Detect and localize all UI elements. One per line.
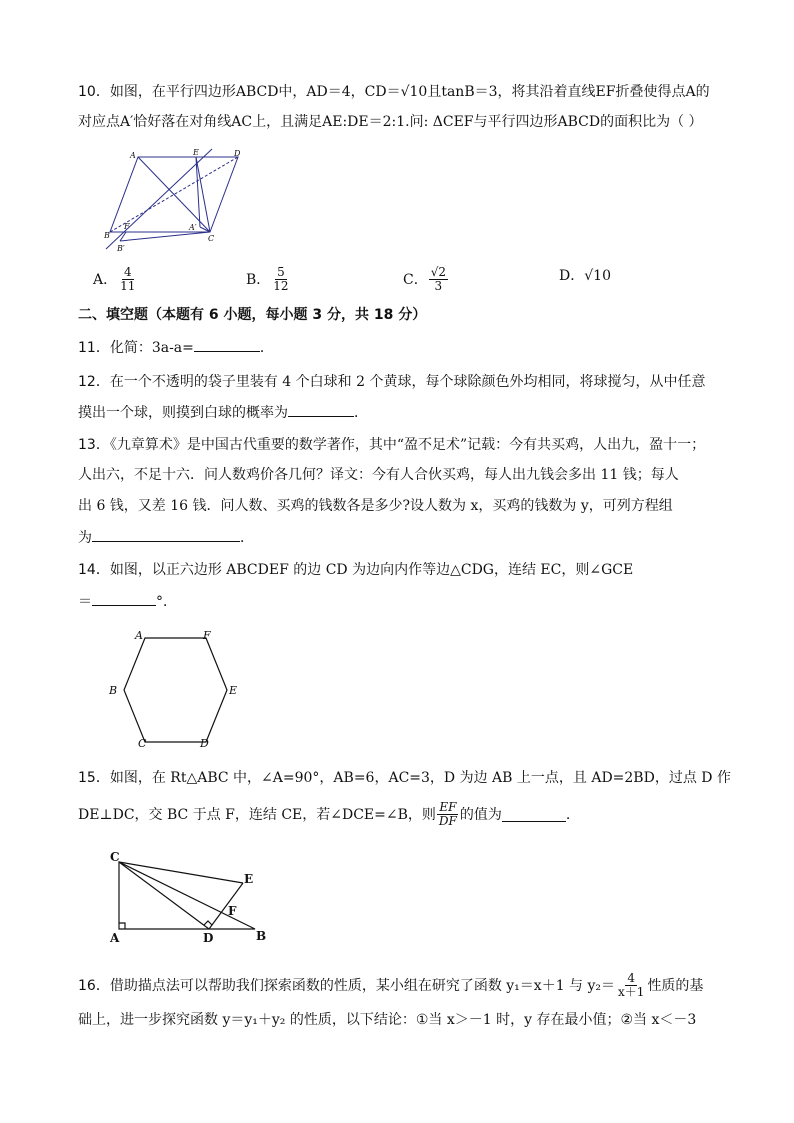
fig10-label-b-prime: B′	[117, 244, 125, 253]
fig10-label-e: E	[193, 148, 199, 157]
q15-fraction	[437, 801, 459, 828]
fig14-label-f: F	[203, 629, 211, 642]
q14-line-1	[78, 560, 633, 580]
q13-tail: ．	[240, 530, 254, 546]
segment-de	[209, 883, 243, 929]
q16-text-1a: 借助描点法可以帮助我们探索函数的性质，某小组在研究了函数 y₁＝x＋1 与 y₂＝	[109, 977, 616, 994]
q11-text: 化简：3a-a=	[109, 340, 194, 356]
fig10-label-d: D	[234, 149, 241, 158]
q13-text-1: 《九章算术》是中国古代重要的数学著作，其中“盈不足术”记载：今有共买鸡，人出九，盈十一；	[109, 437, 706, 453]
option-c-den: 3	[434, 279, 443, 293]
q10-option-a	[93, 266, 138, 293]
fig10-label-c: C	[208, 234, 215, 243]
segment-cd	[119, 862, 209, 929]
q15-number: 15．	[78, 770, 110, 786]
q12-text-1: 在一个不透明的袋子里装有 4 个白球和 2 个黄球，每个球除颜色外均相同，将球搅匀，从中任意	[109, 374, 706, 390]
q13-text-3: 出 6 钱，又差 16 钱．问人数、买鸡的钱数各是多少?设人数为 x，买鸡的钱数为 y，可列方程组	[78, 498, 673, 514]
q15-tail: .	[565, 806, 571, 823]
q15-text-2a: DE⊥DC，交 BC 于点 F，连结 CE，若∠DCE=∠B，则	[78, 806, 436, 823]
q13-line-1	[78, 435, 705, 455]
q11-tail: ．	[259, 340, 274, 356]
q11-answer-blank[interactable]	[194, 337, 260, 352]
option-d-letter: D．	[559, 268, 585, 284]
q12-tail: ．	[354, 405, 368, 421]
fig15-label-e: E	[244, 872, 254, 886]
q16-number: 16．	[78, 977, 110, 994]
q14-line-2	[78, 591, 177, 612]
q12-number: 12．	[78, 374, 110, 390]
q14-suffix: °．	[156, 594, 177, 610]
option-a-letter: A．	[93, 271, 118, 288]
q10-option-b	[246, 266, 292, 293]
hexagon-abcdef	[124, 638, 227, 742]
q11-number: 11．	[78, 340, 110, 356]
q14-prefix: ＝	[78, 594, 92, 610]
fig10-label-f: F	[124, 222, 130, 231]
q16-conclusion-1-marker: ①	[415, 1012, 429, 1028]
q16-line-2	[78, 1010, 696, 1030]
section-2-heading: 二、填空题（本题有 6 小题，每小题 3 分，共 18 分）	[78, 307, 427, 323]
q15-frac-num: EF	[439, 800, 457, 814]
fig14-label-d: D	[200, 737, 209, 750]
fig10-label-b: B	[104, 231, 110, 240]
q10-option-c	[403, 266, 449, 293]
right-angle-a	[119, 923, 125, 929]
q15-line-1	[78, 768, 731, 788]
option-a-den: 11	[120, 279, 136, 293]
q16-text-2a: 础上，进一步探究函数 y＝y₁＋y₂ 的性质，以下结论：	[78, 1012, 416, 1028]
fig15-label-b: B	[256, 929, 267, 943]
segment-ce	[119, 862, 243, 883]
option-c-fraction	[429, 266, 448, 293]
q15-answer-blank[interactable]	[502, 807, 566, 822]
fig14-label-c: C	[138, 737, 147, 750]
q13-line-2	[78, 465, 679, 485]
fig14-label-b: B	[109, 684, 118, 697]
q13-text-4: 为	[78, 530, 92, 546]
q10-line-2	[78, 112, 703, 132]
q14-text-1: 如图，以正六边形 ABCDEF 的边 CD 为边向内作等边△CDG，连结 EC，则∠GCE	[109, 562, 634, 578]
q16-text-2c: 当 x＜－3	[633, 1012, 697, 1028]
q12-text-2: 摸出一个球，则摸到白球的概率为	[78, 405, 288, 421]
q14-answer-blank[interactable]	[92, 591, 156, 606]
q13-line-4	[78, 527, 254, 548]
q10-text-2: 对应点A′恰好落在对角线AC上，且满足AE:DE＝2:1.问: ΔCEF与平行四边形ABCD的面积比为（ ）	[78, 114, 703, 130]
q13-line-3	[78, 496, 673, 516]
q10-option-d	[559, 266, 611, 286]
fig14-label-a: A	[135, 629, 143, 642]
option-b-num: 5	[277, 265, 285, 279]
fig15-label-f: F	[228, 904, 237, 918]
fig15-label-c: C	[110, 850, 120, 864]
option-a-fraction	[118, 266, 137, 293]
q10-line-1	[78, 82, 710, 102]
right-angle-d	[204, 921, 212, 925]
fig10-label-a-prime: A′	[189, 223, 197, 232]
triangle-abc	[119, 862, 255, 929]
option-a-num: 4	[123, 265, 132, 279]
q14-hexagon-figure	[100, 625, 250, 755]
option-b-den: 12	[273, 279, 289, 293]
fig14-label-e: E	[229, 684, 238, 697]
option-b-letter: B．	[246, 271, 271, 288]
option-b-fraction	[271, 266, 290, 293]
q13-text-2: 人出六，不足十六．问人数鸡价各几何？译文：今有人合伙买鸡，每人出九钱会多出 11 钱；每人	[78, 467, 679, 483]
segment-a-prime-c	[200, 227, 210, 232]
segment-b-prime-c	[120, 232, 210, 241]
q12-line-1	[78, 372, 705, 392]
q16-frac-num: 4	[627, 971, 636, 985]
option-c-num: √2	[430, 265, 446, 279]
fig15-label-a: A	[110, 931, 120, 945]
q14-number: 14．	[78, 562, 110, 578]
q13-number: 13．	[78, 437, 110, 453]
q15-frac-den: DF	[438, 814, 457, 828]
q15-text-2b: 的值为	[459, 806, 502, 823]
q16-frac-den: x＋1	[618, 985, 645, 999]
q15-text-1: 如图，在 Rt△ABC 中，∠A=90°，AB=6，AC=3，D 为边 AB 上一点，且 AD=2BD，过点 D 作	[109, 770, 731, 786]
q11-line	[78, 337, 274, 358]
option-c-letter: C．	[403, 271, 428, 288]
q15-triangle-figure	[105, 848, 275, 948]
q15-line-2	[78, 801, 570, 828]
q16-fraction	[616, 972, 646, 999]
option-d-value: √10	[584, 268, 611, 284]
q10-figure	[100, 145, 250, 255]
q16-line-1	[78, 972, 703, 999]
q10-number: 10．	[78, 84, 110, 100]
fig15-label-d: D	[203, 931, 214, 945]
q10-text-1: 如图，在平行四边形ABCD中，AD＝4，CD＝√10且tanB＝3，将其沿着直线EF折叠使得点A的	[109, 84, 710, 100]
q12-line-2	[78, 402, 368, 423]
q16-text-1b: 性质的基	[647, 977, 704, 994]
q13-answer-blank[interactable]	[92, 527, 240, 542]
q16-conclusion-2-marker: ②	[620, 1012, 634, 1028]
q12-answer-blank[interactable]	[288, 402, 354, 417]
q16-text-2b: 当 x＞－1 时，y 存在最小值；	[428, 1012, 621, 1028]
fig10-label-a: A	[130, 151, 136, 160]
